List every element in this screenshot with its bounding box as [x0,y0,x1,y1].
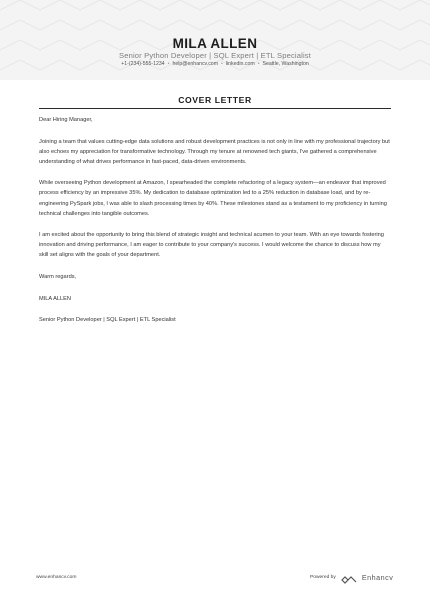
closing: Warm regards, [39,274,77,281]
document-title: COVER LETTER [178,95,252,105]
contact-separator: • [257,61,260,67]
phone-contact[interactable]: +1-(234)-555-1234 [121,61,165,67]
signature-name: MILA ALLEN [39,295,71,302]
salutation: Dear Hiring Manager, [39,117,93,123]
letter-paragraph: Joining a team that values cutting-edge data solutions and robust development practices is not only in line with my professional trajectory but also echoes my appreciation for transformative technology. Through my tenure at renowned tech giants, I've gathered a comprehensive understanding of what drives performance in fast-paced, data-driven environments. [39,138,390,165]
applicant-headline: Senior Python Developer | SQL Expert | ETL Specialist [119,51,311,60]
email-contact[interactable]: help@enhancv.com [172,61,219,67]
linkedin-contact[interactable]: linkedin.com [225,61,255,67]
letter-paragraph: While overseeing Python development at Amazon, I spearheaded the complete refactoring of a legacy system—an endeavor that improved process efficiency by an impressive 35%. My dedication to database optimization led to a 25% reduction in database load, and by re-engineering PySpark jobs, I was able to slash processing times by 40%. These milestones stand as a testament to my proficiency in turning technical challenges into tangible outcomes. [39,180,387,217]
powered-by-label: Powered by [310,574,336,580]
location-contact: Seattle, Washington [262,61,309,67]
title-divider [39,108,391,109]
signature-title: Senior Python Developer | SQL Expert | ETL Specialist [39,317,176,324]
footer-website[interactable]: www.enhancv.com [36,575,77,580]
enhancv-logo-icon [341,572,357,582]
applicant-name: MILA ALLEN [172,36,258,51]
footer-branding [310,571,393,583]
letter-paragraph: I am excited about the opportunity to bring this blend of strategic insight and technical acumen to your team. With an eye towards fostering innovation and driving performance, I am eager to contribute to your company's success. I would welcome the chance to discuss how my skill set aligns with the goals of your department. [39,232,384,259]
contact-separator: • [221,61,223,67]
contact-separator: • [167,61,170,67]
brand-name[interactable]: Enhancv [361,572,394,582]
letter-body [39,115,391,337]
contact-line [0,61,430,67]
